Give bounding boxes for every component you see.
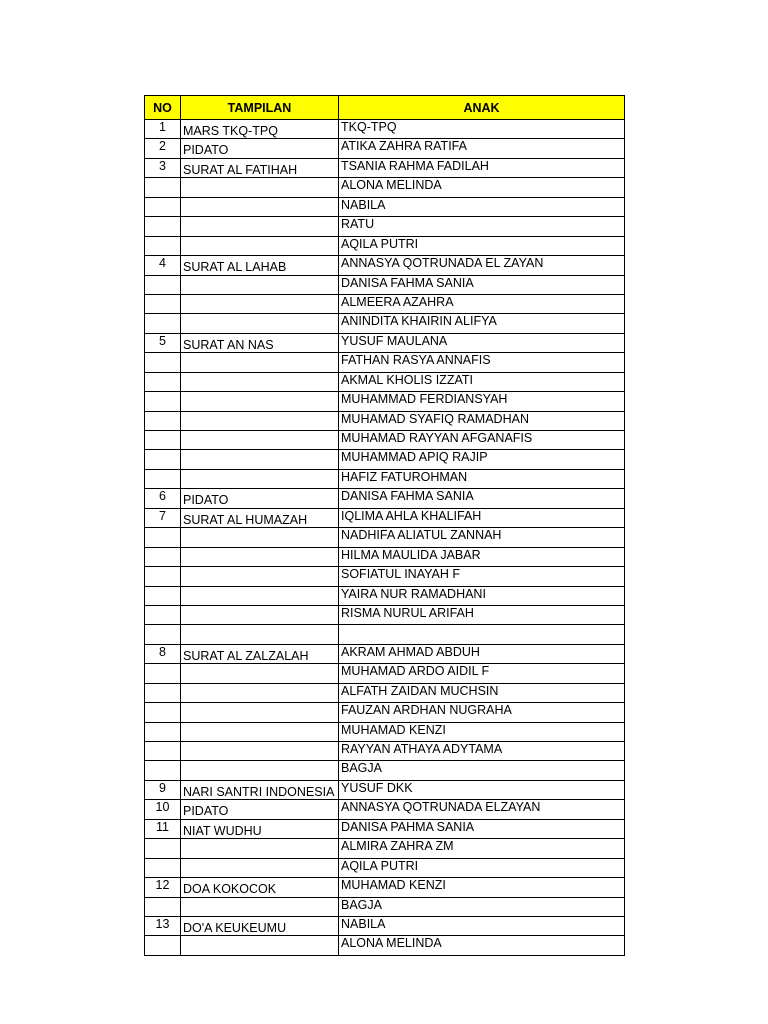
cell-no: 9 [145, 780, 181, 799]
cell-anak: MUHAMAD KENZI [339, 878, 625, 897]
cell-tampilan [181, 761, 339, 780]
header-row [145, 96, 625, 120]
table-row [145, 139, 625, 158]
cell-anak: YAIRA NUR RAMADHANI [339, 586, 625, 605]
cell-tampilan: SURAT AL LAHAB [181, 256, 339, 275]
cell-tampilan [181, 742, 339, 761]
cell-tampilan: PIDATO [181, 139, 339, 158]
cell-tampilan [181, 411, 339, 430]
table-row [145, 722, 625, 741]
table-row [145, 508, 625, 527]
table-row [145, 450, 625, 469]
cell-tampilan [181, 178, 339, 197]
cell-tampilan [181, 683, 339, 702]
cell-no [145, 567, 181, 586]
cell-tampilan [181, 703, 339, 722]
cell-anak: BAGJA [339, 897, 625, 916]
cell-no [145, 683, 181, 702]
table-row [145, 664, 625, 683]
table-row [145, 819, 625, 838]
cell-tampilan [181, 353, 339, 372]
cell-no [145, 703, 181, 722]
cell-anak: AQILA PUTRI [339, 858, 625, 877]
cell-no [145, 294, 181, 313]
table-row [145, 236, 625, 255]
cell-anak: MUHAMMAD FERDIANSYAH [339, 392, 625, 411]
cell-tampilan [181, 197, 339, 216]
cell-tampilan [181, 469, 339, 488]
cell-no [145, 936, 181, 955]
cell-tampilan [181, 547, 339, 566]
table-row [145, 197, 625, 216]
cell-anak: TKQ-TPQ [339, 120, 625, 139]
table-row [145, 158, 625, 177]
cell-no [145, 469, 181, 488]
cell-no: 10 [145, 800, 181, 819]
cell-anak: HAFIZ FATUROHMAN [339, 469, 625, 488]
table-row [145, 878, 625, 897]
table-row [145, 858, 625, 877]
header-tampilan: TAMPILAN [181, 96, 339, 120]
cell-tampilan [181, 372, 339, 391]
cell-tampilan: DOA KOKOCOK [181, 878, 339, 897]
table-row [145, 333, 625, 352]
cell-no [145, 722, 181, 741]
cell-no: 4 [145, 256, 181, 275]
cell-anak: AQILA PUTRI [339, 236, 625, 255]
cell-anak: MUHAMAD RAYYAN AFGANAFIS [339, 431, 625, 450]
cell-tampilan [181, 625, 339, 644]
cell-tampilan: MARS TKQ-TPQ [181, 120, 339, 139]
cell-tampilan [181, 936, 339, 955]
cell-anak: NABILA [339, 197, 625, 216]
cell-tampilan: NIAT WUDHU [181, 819, 339, 838]
table-row [145, 605, 625, 624]
cell-tampilan [181, 528, 339, 547]
cell-no [145, 586, 181, 605]
cell-no [145, 197, 181, 216]
cell-anak: SOFIATUL INAYAH F [339, 567, 625, 586]
cell-anak: TSANIA RAHMA FADILAH [339, 158, 625, 177]
cell-tampilan: PIDATO [181, 800, 339, 819]
table-row [145, 314, 625, 333]
cell-no: 11 [145, 819, 181, 838]
cell-anak: HILMA MAULIDA JABAR [339, 547, 625, 566]
cell-no [145, 858, 181, 877]
cell-no [145, 761, 181, 780]
table-row [145, 275, 625, 294]
cell-no [145, 897, 181, 916]
table-row [145, 780, 625, 799]
table-row [145, 547, 625, 566]
cell-tampilan [181, 858, 339, 877]
cell-tampilan [181, 236, 339, 255]
cell-tampilan [181, 275, 339, 294]
cell-no [145, 236, 181, 255]
cell-no: 7 [145, 508, 181, 527]
cell-anak: ANNASYA QOTRUNADA ELZAYAN [339, 800, 625, 819]
table-row [145, 742, 625, 761]
cell-tampilan: SURAT AL HUMAZAH [181, 508, 339, 527]
cell-anak: MUHAMMAD APIQ RAJIP [339, 450, 625, 469]
table-row [145, 411, 625, 430]
table-row [145, 469, 625, 488]
cell-anak: ALONA MELINDA [339, 936, 625, 955]
cell-tampilan [181, 722, 339, 741]
cell-tampilan [181, 431, 339, 450]
cell-tampilan [181, 392, 339, 411]
table-row [145, 489, 625, 508]
cell-anak: YUSUF DKK [339, 780, 625, 799]
cell-no [145, 178, 181, 197]
cell-no [145, 528, 181, 547]
cell-anak: RISMA NURUL ARIFAH [339, 605, 625, 624]
cell-anak: RATU [339, 217, 625, 236]
cell-tampilan [181, 314, 339, 333]
table-row [145, 644, 625, 663]
table-row [145, 178, 625, 197]
cell-no [145, 353, 181, 372]
header-anak: ANAK [339, 96, 625, 120]
cell-anak: YUSUF MAULANA [339, 333, 625, 352]
table-row [145, 683, 625, 702]
cell-no [145, 217, 181, 236]
cell-no [145, 664, 181, 683]
table-row [145, 294, 625, 313]
cell-tampilan [181, 839, 339, 858]
performance-table [144, 95, 625, 956]
table-row [145, 567, 625, 586]
cell-no: 2 [145, 139, 181, 158]
cell-anak: ALONA MELINDA [339, 178, 625, 197]
cell-anak: ANNASYA QOTRUNADA EL ZAYAN [339, 256, 625, 275]
cell-anak: IQLIMA AHLA KHALIFAH [339, 508, 625, 527]
cell-anak: ANINDITA KHAIRIN ALIFYA [339, 314, 625, 333]
cell-tampilan [181, 897, 339, 916]
table-row [145, 353, 625, 372]
cell-no [145, 450, 181, 469]
cell-tampilan: SURAT AL ZALZALAH [181, 644, 339, 663]
cell-anak: AKMAL KHOLIS IZZATI [339, 372, 625, 391]
cell-anak: MUHAMAD KENZI [339, 722, 625, 741]
cell-no [145, 547, 181, 566]
cell-no [145, 742, 181, 761]
cell-no [145, 411, 181, 430]
cell-no: 12 [145, 878, 181, 897]
cell-no: 13 [145, 916, 181, 935]
cell-anak: ALMEERA AZAHRA [339, 294, 625, 313]
cell-anak: ALMIRA ZAHRA ZM [339, 839, 625, 858]
table-row [145, 528, 625, 547]
cell-no [145, 605, 181, 624]
cell-no [145, 372, 181, 391]
cell-anak: NABILA [339, 916, 625, 935]
table-row [145, 800, 625, 819]
table-row [145, 392, 625, 411]
cell-tampilan: PIDATO [181, 489, 339, 508]
cell-anak: DANISA PAHMA SANIA [339, 819, 625, 838]
cell-anak: MUHAMAD SYAFIQ RAMADHAN [339, 411, 625, 430]
cell-anak: MUHAMAD ARDO AIDIL F [339, 664, 625, 683]
cell-no: 8 [145, 644, 181, 663]
cell-anak: DANISA FAHMA SANIA [339, 489, 625, 508]
cell-tampilan: SURAT AN NAS [181, 333, 339, 352]
cell-no: 3 [145, 158, 181, 177]
cell-anak: ALFATH ZAIDAN MUCHSIN [339, 683, 625, 702]
table-row [145, 256, 625, 275]
cell-no [145, 431, 181, 450]
table-row [145, 217, 625, 236]
cell-no [145, 625, 181, 644]
cell-anak: AKRAM AHMAD ABDUH [339, 644, 625, 663]
cell-anak: DANISA FAHMA SANIA [339, 275, 625, 294]
cell-tampilan: DO'A KEUKEUMU [181, 916, 339, 935]
table-row [145, 372, 625, 391]
cell-no: 1 [145, 120, 181, 139]
table-row [145, 431, 625, 450]
cell-anak: NADHIFA ALIATUL ZANNAH [339, 528, 625, 547]
cell-tampilan: SURAT AL FATIHAH [181, 158, 339, 177]
cell-anak [339, 625, 625, 644]
cell-tampilan [181, 664, 339, 683]
performance-sheet [144, 95, 625, 956]
cell-tampilan [181, 450, 339, 469]
header-no: NO [145, 96, 181, 120]
table-row [145, 839, 625, 858]
cell-tampilan: NARI SANTRI INDONESIA [181, 780, 339, 799]
cell-anak: BAGJA [339, 761, 625, 780]
cell-tampilan [181, 586, 339, 605]
cell-no [145, 839, 181, 858]
cell-tampilan [181, 567, 339, 586]
table-row [145, 703, 625, 722]
table-row [145, 897, 625, 916]
cell-tampilan [181, 217, 339, 236]
cell-anak: FAUZAN ARDHAN NUGRAHA [339, 703, 625, 722]
cell-no [145, 392, 181, 411]
cell-no: 5 [145, 333, 181, 352]
table-row [145, 761, 625, 780]
cell-anak: ATIKA ZAHRA RATIFA [339, 139, 625, 158]
table-row [145, 936, 625, 955]
cell-anak: RAYYAN ATHAYA ADYTAMA [339, 742, 625, 761]
cell-no: 6 [145, 489, 181, 508]
table-row [145, 120, 625, 139]
table-row [145, 916, 625, 935]
cell-tampilan [181, 605, 339, 624]
cell-no [145, 314, 181, 333]
table-row [145, 586, 625, 605]
cell-anak: FATHAN RASYA ANNAFIS [339, 353, 625, 372]
cell-tampilan [181, 294, 339, 313]
table-row [145, 625, 625, 644]
cell-no [145, 275, 181, 294]
